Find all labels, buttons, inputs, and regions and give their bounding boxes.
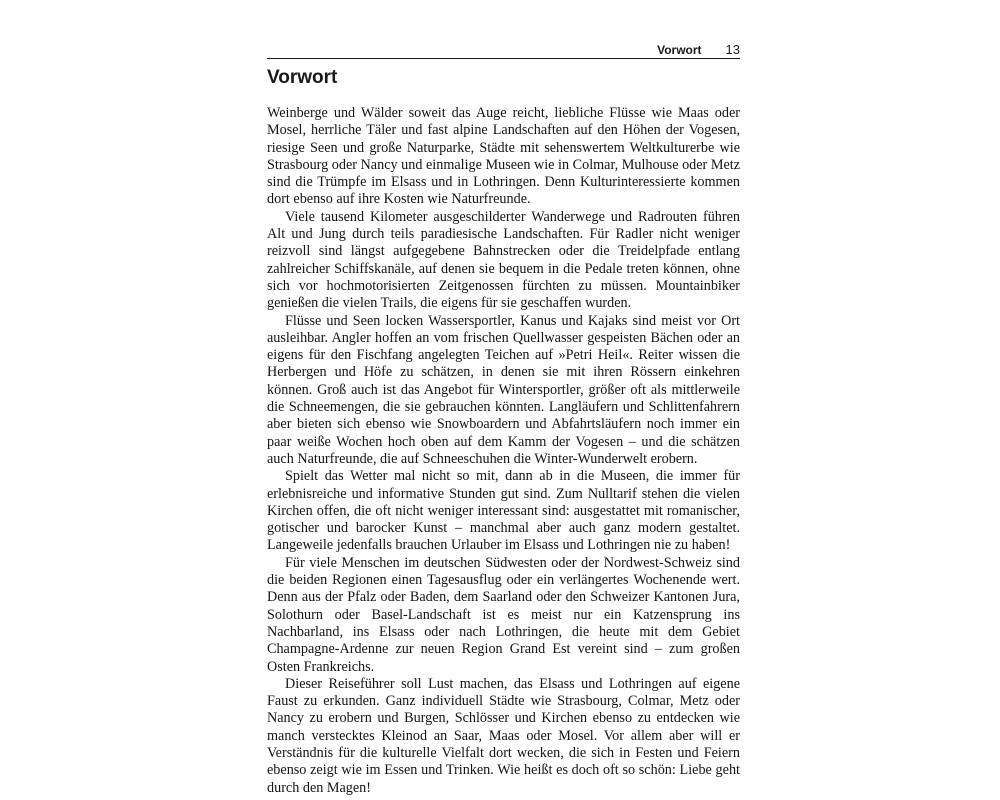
running-head-title: Vorwort — [657, 43, 702, 57]
running-head — [267, 40, 740, 59]
page-number: 13 — [725, 42, 740, 57]
body-text — [267, 105, 740, 797]
book-page — [267, 40, 740, 800]
paragraph-4: Spielt das Wetter mal nicht so mit, dann ab in die Museen, die immer für erlebnisreiche und informative Stunden gut sind. Zum Nulltarif stehen die vielen Kirchen offen, die oft nicht weniger interessant sind: ausgestattet mit romanischer, gotischer und barocker Kunst – manchmal aber auch ganz modern gestaltet. Langeweile jedenfalls brauchen Urlauber im Elsass und Lothringen nie zu haben! — [267, 468, 740, 554]
paragraph-3: Flüsse und Seen locken Wassersportler, Kanus und Kajaks sind meist vor Ort ausleihbar. Angler hoffen an vom frischen Quellwasser gespeisten Bächen oder an eigens für den Fischfang angelegten Teichen auf »Petri Heil«. Reiter wissen die Herbergen und Höfe zu schätzen, in denen sie mit ihren Rössern einkehren können. Groß auch ist das Angebot für Wintersportler, größer oft als mittlerweile die Schneemengen, die sie gebrauchen könnten. Langläufern und Schlittenfahrern aber bieten sich ebenso wie Snowboardern und Abfahrtsläufern noch immer ein paar weiße Wochen hoch oben auf dem Kamm der Vogesen – und die schätzen auch Naturfreunde, die auf Schneeschuhen die Winter-Wunderwelt erobern. — [267, 312, 740, 467]
paragraph-5: Für viele Menschen im deutschen Südwesten oder der Nordwest-Schweiz sind die beiden Regionen einen Tagesausflug oder ein verlängertes Wochenende wert. Denn aus der Pfalz oder Baden, dem Saarland oder den Schweizer Kantonen Jura, Solothurn oder Basel-Landschaft ist es meist nur ein Katzensprung ins Nachbarland, ins Elsass oder nach Lothringen, die heute mit dem Gebiet Champagne-Ardenne zur neuen Region Grand Est vereint sind – zum großen Osten Frankreichs. — [267, 554, 740, 675]
paragraph-2: Viele tausend Kilometer ausgeschilderter Wanderwege und Radrouten führen Alt und Jung durch teils paradiesische Landschaften. Für Radler nicht weniger reizvoll sind längst aufgegebene Bahnstrecken oder die Treidelpfade entlang zahlreicher Schiffskanäle, auf denen sie bequem in die Pedale treten können, ohne sich vor hochmotorisierten Zeitgenossen fürchten zu müssen. Mountainbiker genießen die vielen Trails, die eigens für sie geschaffen wurden. — [267, 208, 740, 312]
chapter-title: Vorwort — [267, 67, 338, 88]
paragraph-6: Dieser Reiseführer soll Lust machen, das Elsass und Lothringen auf eigene Faust zu erkunden. Ganz individuell Städte wie Strasbourg, Colmar, Metz oder Nancy zu erobern und Burgen, Schlösser und Kirchen ebenso zu entdecken wie manch verstecktes Kleinod an Saar, Maas oder Mosel. Vor allem aber will er Verständnis für die kulturelle Vielfalt dort wecken, die sich in Festen und Feiern ebenso zeigt wie im Essen und Trinken. Wie heißt es doch oft so schön: Liebe geht durch den Magen! — [267, 675, 740, 796]
paragraph-1: Weinberge und Wälder soweit das Auge reicht, liebliche Flüsse wie Maas oder Mosel, herrliche Täler und fast alpine Landschaften auf den Höhen der Vogesen, riesige Seen und große Naturparke, Städte mit sehenswertem Weltkulturerbe wie Strasbourg oder Nancy und einmalige Museen wie in Colmar, Mulhouse oder Metz sind die Trümpfe im Elsass und in Lothringen. Denn Kulturinteressierte kommen dort ebenso auf ihre Kosten wie Naturfreunde. — [267, 105, 740, 208]
